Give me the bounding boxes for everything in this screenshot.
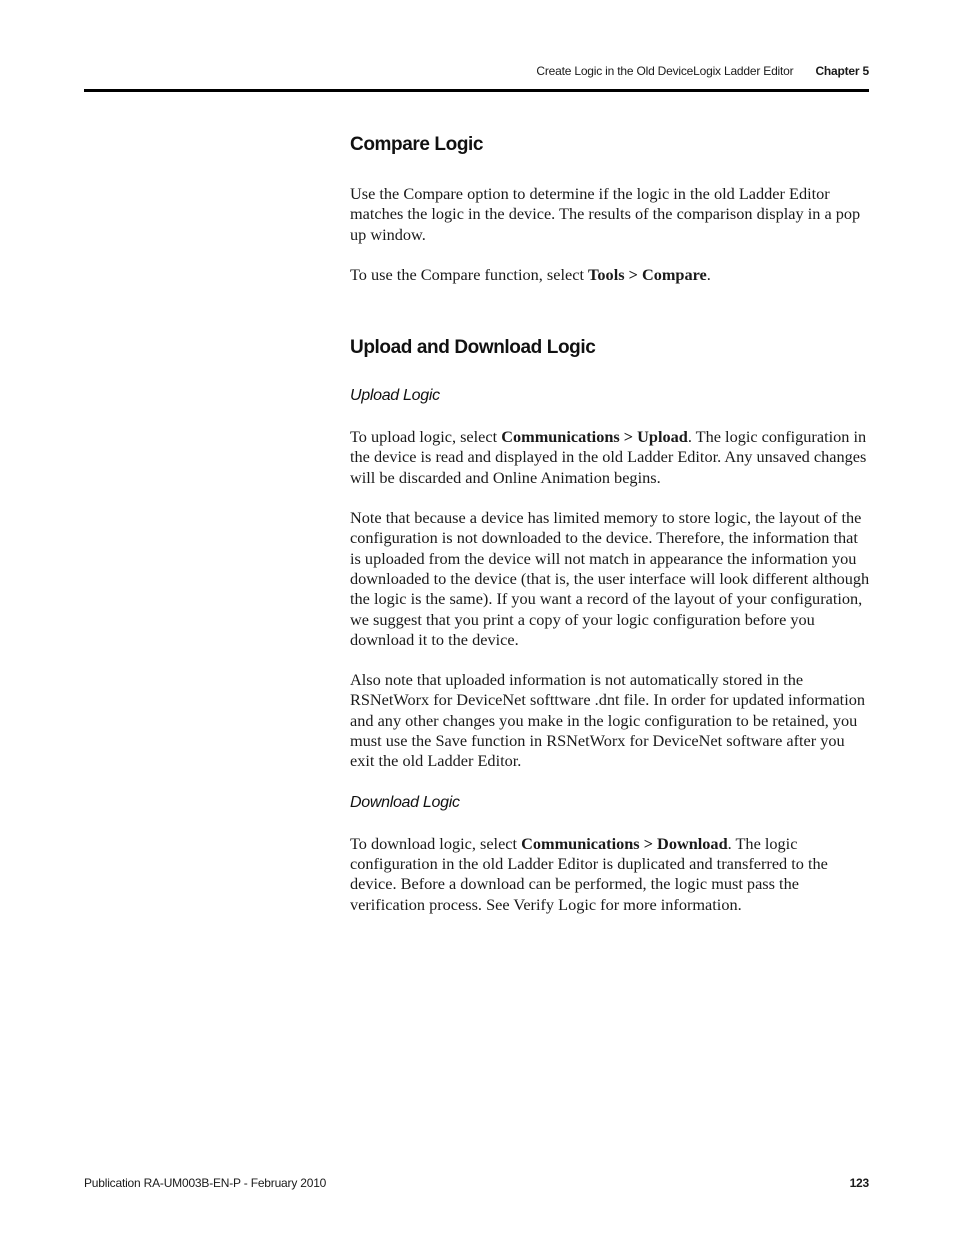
header-rule [84,89,869,92]
page-content [350,130,870,915]
chapter-label: Chapter 5 [815,64,869,78]
compare-paragraph-1: Use the Compare option to determine if the logic in the old Ladder Editor matches the logic in the device. The results of the comparison display in a pop up window. [350,184,861,244]
upload-download-heading: Upload and Download Logic [350,337,596,359]
publication-label: Publication RA-UM003B-EN-P - February 2010 [84,1176,327,1190]
compare-logic-heading: Compare Logic [350,134,484,155]
upload-menu-path: Communications > Upload [501,427,688,447]
page-header [84,64,869,84]
upload-logic-subheading: Upload Logic [350,387,440,405]
download-menu-path: Communications > Download [521,833,728,853]
upload-paragraph-2: Note that because a device has limited memory to store logic, the layout of the configuration is not downloaded to the device. Therefore, the information that is uploaded from the device will not match in appearance the information you downloaded to the device (that is, the user interface will look different although the logic is the same). If you want a record of the layout of your configuration, we suggest that you print a copy of your logic configuration before you download it to the device. [350,508,870,649]
page-footer [84,1176,869,1194]
download-p1-suffix: . The logic configuration in the old Ladder Editor is duplicated and transferred to the device. Before a download can be performed, the logic must pass the verification process. See Verify Logic for more information. [350,833,828,914]
download-logic-subheading: Download Logic [350,793,460,811]
upload-p1-suffix: . The logic configuration in the device is read and displayed in the old Ladder Editor. Any unsaved changes will be discarded and Online Animation begins. [350,427,867,487]
page-number: 123 [849,1176,869,1190]
compare-menu-path: Tools > Compare [588,264,707,284]
download-paragraph-1 [350,834,870,915]
upload-paragraph-1 [350,427,870,488]
upload-p1-prefix: To upload logic, select [350,427,502,447]
upload-paragraph-3: Also note that uploaded information is not automatically stored in the RSNetWorx for DeviceNet softtware .dnt file. In order for updated information and any other changes you make in the logic configuration to be retained, you must use the Save function in RSNetWorx for DeviceNet software after you exit the old Ladder Editor. [350,670,866,771]
compare-p2-prefix: To use the Compare function, select [350,264,589,284]
download-p1-prefix: To download logic, select [350,833,522,853]
compare-p2-suffix: . [706,264,711,284]
running-title: Create Logic in the Old DeviceLogix Ladder Editor [536,64,794,78]
compare-paragraph-2 [350,265,870,285]
